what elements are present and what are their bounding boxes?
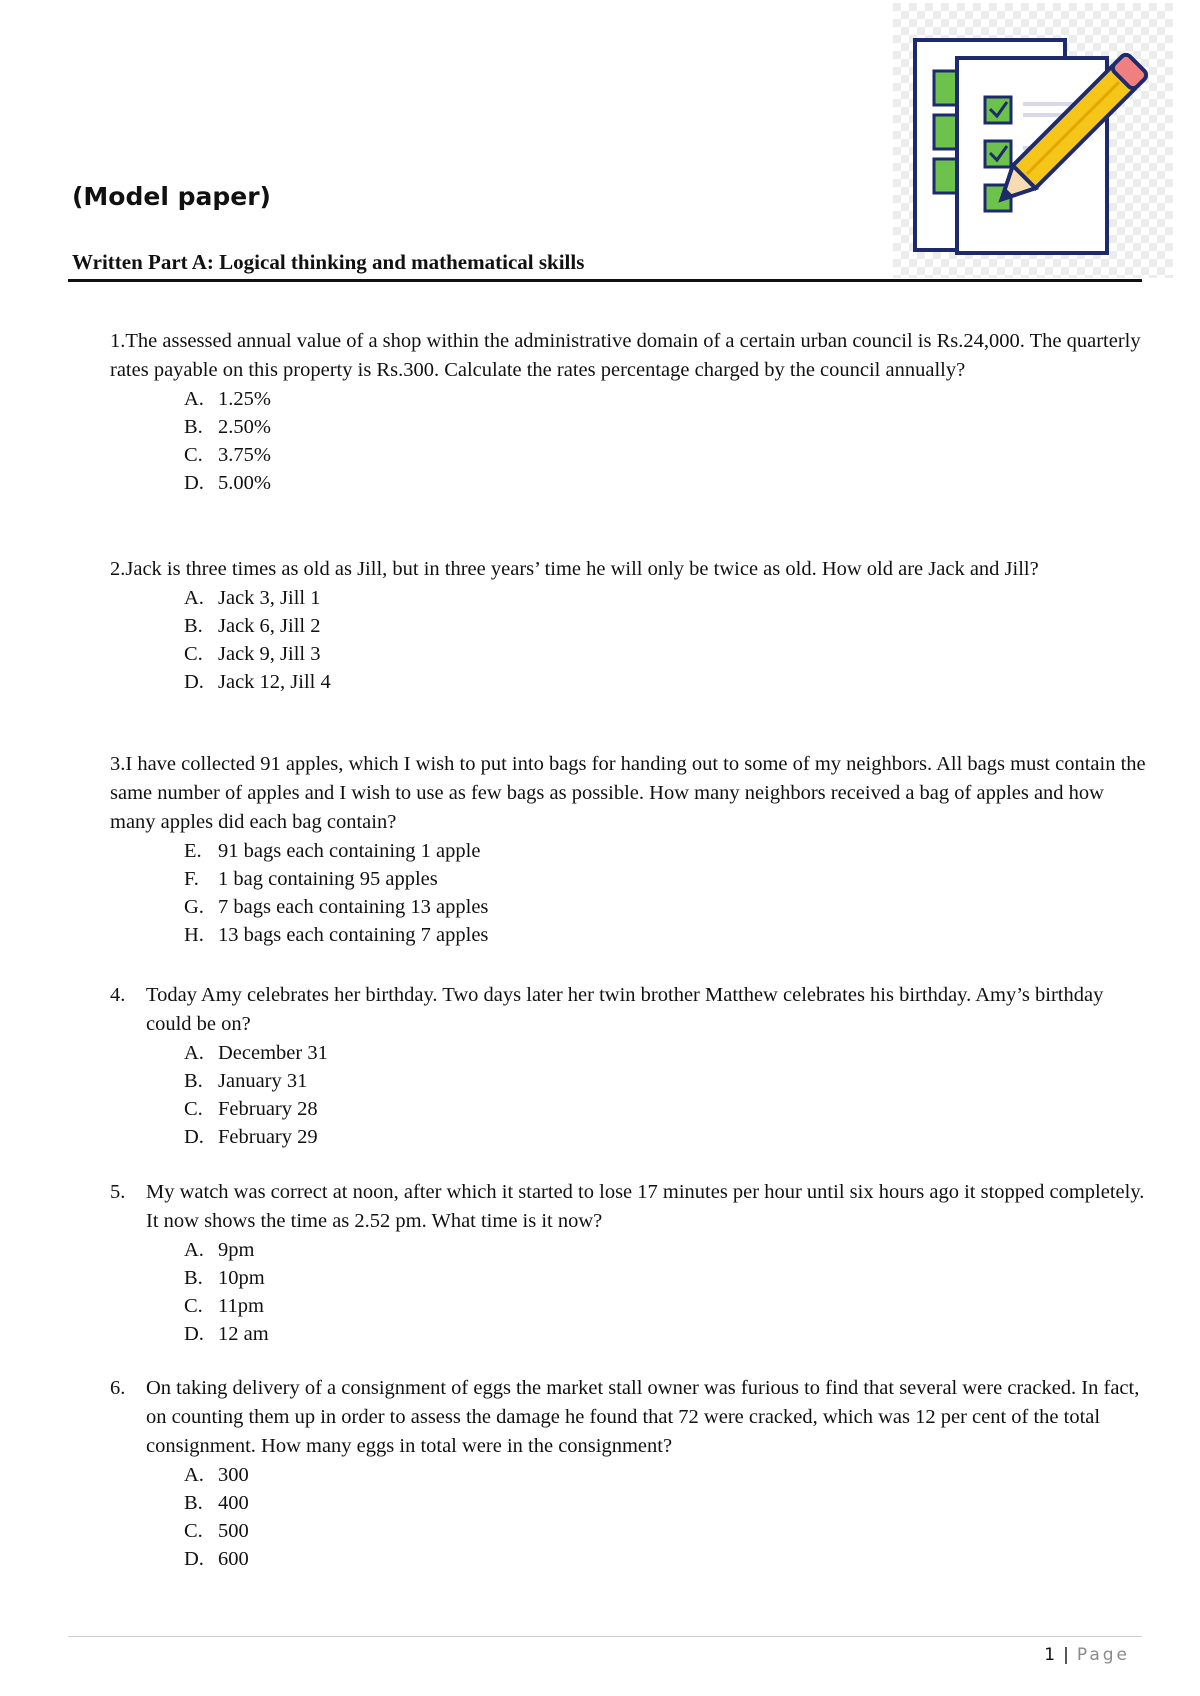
option-letter: B. — [184, 1492, 203, 1514]
question-text: On taking delivery of a consignment of eggs the market stall owner was furious to find that several were cracked. In fact, on counting them up in order to assess the damage he found that 72 were cracked, which was 12 per cent of the total consignment. How many eggs in total were in the consignment? — [146, 1377, 1140, 1457]
option-item — [184, 1236, 1150, 1264]
question-5 — [110, 1178, 1150, 1348]
option-item — [184, 837, 1150, 865]
options-list — [110, 1039, 1150, 1151]
option-text: 11pm — [218, 1295, 264, 1317]
option-item — [184, 1320, 1150, 1348]
question-3 — [110, 750, 1150, 949]
option-letter: H. — [184, 924, 204, 946]
section-heading: Written Part A: Logical thinking and mathematical skills — [72, 250, 585, 274]
option-text: Jack 12, Jill 4 — [218, 671, 331, 693]
question-number: 6. — [110, 1377, 126, 1399]
footer-divider — [68, 1636, 1142, 1637]
option-text: December 31 — [218, 1042, 328, 1064]
option-item — [184, 640, 1150, 668]
option-letter: B. — [184, 1267, 203, 1289]
option-text: Jack 6, Jill 2 — [218, 615, 321, 637]
option-item — [184, 1517, 1150, 1545]
heading-divider — [68, 279, 1142, 282]
footer-separator: | — [1063, 1645, 1069, 1665]
question-number: 4. — [110, 984, 126, 1006]
option-letter: A. — [184, 587, 204, 609]
option-item — [184, 668, 1150, 696]
option-item — [184, 1095, 1150, 1123]
option-item — [184, 385, 1150, 413]
option-letter: D. — [184, 1126, 204, 1148]
option-letter: C. — [184, 1520, 203, 1542]
page-number: 1 — [1044, 1645, 1056, 1665]
option-item — [184, 865, 1150, 893]
checklist-pencil-icon — [893, 3, 1173, 278]
option-text: 5.00% — [218, 472, 271, 494]
option-text: February 29 — [218, 1126, 318, 1148]
option-text: 7 bags each containing 13 apples — [218, 896, 489, 918]
option-item — [184, 1545, 1150, 1573]
option-item — [184, 1461, 1150, 1489]
options-list — [110, 385, 1150, 497]
option-text: 400 — [218, 1492, 249, 1514]
option-text: 1.25% — [218, 388, 271, 410]
option-item — [184, 1123, 1150, 1151]
option-letter: C. — [184, 444, 203, 466]
option-item — [184, 584, 1150, 612]
option-item — [184, 469, 1150, 497]
options-list — [110, 1236, 1150, 1348]
question-number: 5. — [110, 1181, 126, 1203]
option-letter: D. — [184, 1323, 204, 1345]
option-letter: E. — [184, 840, 202, 862]
option-letter: B. — [184, 416, 203, 438]
question-text: Today Amy celebrates her birthday. Two days later her twin brother Matthew celebrates his birthday. Amy’s birthday could be on? — [146, 984, 1104, 1035]
option-letter: B. — [184, 1070, 203, 1092]
option-text: 12 am — [218, 1323, 269, 1345]
option-letter: C. — [184, 1295, 203, 1317]
question-text: 2.Jack is three times as old as Jill, but in three years’ time he will only be twice as old. How old are Jack and Jill? — [110, 558, 1039, 580]
option-letter: A. — [184, 1464, 204, 1486]
options-list — [110, 1461, 1150, 1573]
option-text: 10pm — [218, 1267, 265, 1289]
option-item — [184, 1067, 1150, 1095]
option-letter: D. — [184, 671, 204, 693]
option-text: 13 bags each containing 7 apples — [218, 924, 489, 946]
question-text: My watch was correct at noon, after which it started to lose 17 minutes per hour until six hours ago it stopped completely. It now shows the time as 2.52 pm. What time is it now? — [146, 1181, 1145, 1232]
option-letter: C. — [184, 643, 203, 665]
option-text: 91 bags each containing 1 apple — [218, 840, 481, 862]
page-title: (Model paper) — [72, 182, 271, 211]
option-letter: A. — [184, 388, 204, 410]
option-letter: D. — [184, 1548, 204, 1570]
question-2 — [110, 555, 1150, 696]
question-text: 3.I have collected 91 apples, which I wish to put into bags for handing out to some of my neighbors. All bags must contain the same number of apples and I wish to use as few bags as possible. How many neighbors received a bag of apples and how many apples did each bag contain? — [110, 753, 1146, 833]
question-text: 1.The assessed annual value of a shop within the administrative domain of a certain urban council is Rs.24,000. The quarterly rates payable on this property is Rs.300. Calculate the rates percentage charged by the council annually? — [110, 330, 1141, 381]
option-text: 300 — [218, 1464, 249, 1486]
question-4 — [110, 981, 1150, 1151]
option-text: 1 bag containing 95 apples — [218, 868, 438, 890]
option-text: 9pm — [218, 1239, 255, 1261]
option-item — [184, 413, 1150, 441]
option-item — [184, 1264, 1150, 1292]
question-6 — [110, 1374, 1150, 1573]
option-letter: D. — [184, 472, 204, 494]
option-letter: B. — [184, 615, 203, 637]
option-text: 500 — [218, 1520, 249, 1542]
option-text: 3.75% — [218, 444, 271, 466]
option-item — [184, 1292, 1150, 1320]
options-list — [110, 837, 1150, 949]
option-letter: C. — [184, 1098, 203, 1120]
options-list — [110, 584, 1150, 696]
page-footer — [1044, 1645, 1130, 1665]
option-item — [184, 893, 1150, 921]
option-text: Jack 3, Jill 1 — [218, 587, 321, 609]
option-text: Jack 9, Jill 3 — [218, 643, 321, 665]
option-letter: A. — [184, 1239, 204, 1261]
option-text: February 28 — [218, 1098, 318, 1120]
option-item — [184, 1489, 1150, 1517]
option-letter: A. — [184, 1042, 204, 1064]
option-text: January 31 — [218, 1070, 308, 1092]
page-label: Page — [1076, 1645, 1130, 1665]
question-1 — [110, 327, 1150, 497]
option-item — [184, 612, 1150, 640]
option-text: 600 — [218, 1548, 249, 1570]
option-item — [184, 441, 1150, 469]
option-item — [184, 1039, 1150, 1067]
option-letter: G. — [184, 896, 204, 918]
option-item — [184, 921, 1150, 949]
option-letter: F. — [184, 868, 199, 890]
option-text: 2.50% — [218, 416, 271, 438]
